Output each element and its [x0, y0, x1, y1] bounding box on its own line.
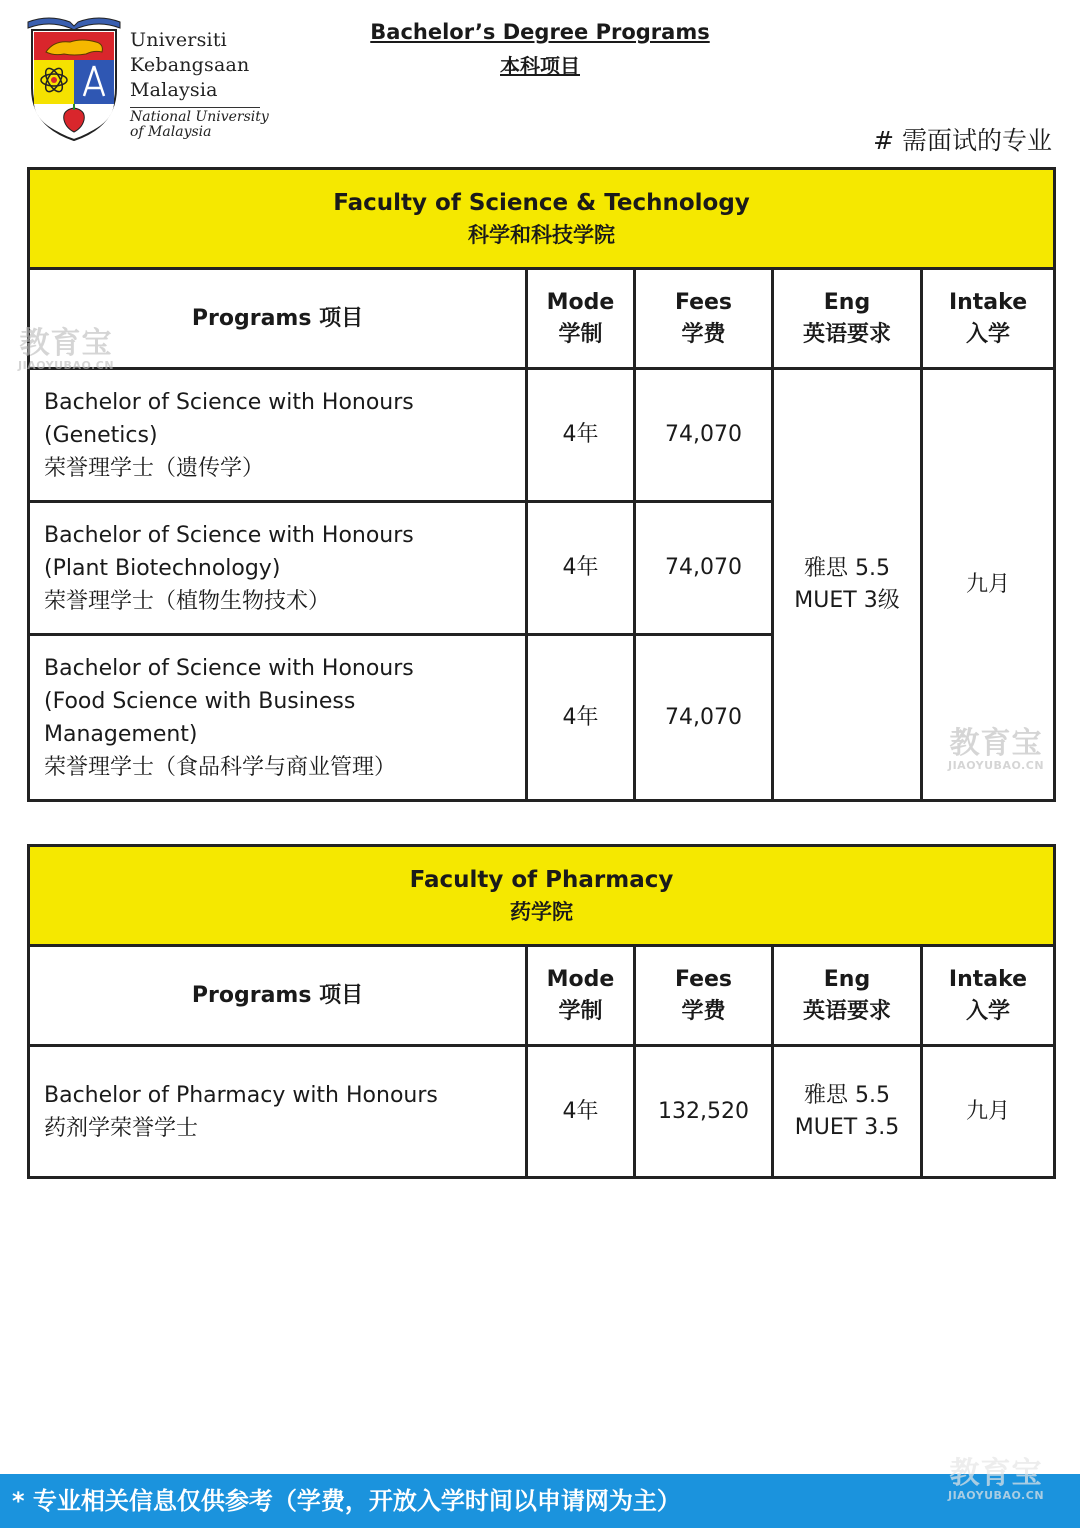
- university-subtitle: [130, 110, 269, 140]
- mode-cell: 4年: [527, 369, 635, 502]
- header-intake-zh: 入学: [966, 321, 1011, 347]
- mode-cell: 4年: [527, 1046, 635, 1178]
- header-intake: [922, 269, 1055, 369]
- logo-divider: [130, 107, 260, 108]
- faculty-name-en: Faculty of Science & Technology: [333, 189, 750, 216]
- watermark: [948, 1458, 1044, 1502]
- university-name-line-2: Kebangsaan: [130, 54, 250, 76]
- header-eng-zh: 英语要求: [802, 321, 891, 347]
- mode-cell: 4年: [527, 502, 635, 635]
- program-specialization: (Genetics): [44, 422, 158, 448]
- watermark: [948, 728, 1044, 772]
- program-name-en: Bachelor of Science with Honours: [44, 522, 414, 548]
- faculty-header: [29, 169, 1055, 269]
- eng-requirement-ielts: 雅思 5.5: [804, 555, 890, 581]
- header-fees-en: Fees: [674, 966, 733, 992]
- watermark-url: JIAOYUBAO.CN: [18, 359, 115, 372]
- university-subtitle-line-2: of Malaysia: [130, 124, 212, 140]
- header-intake-zh: 入学: [965, 998, 1010, 1024]
- header-eng-en: Eng: [823, 966, 871, 992]
- university-subtitle-line-1: National University: [130, 109, 269, 125]
- watermark-text: 教育宝: [949, 1456, 1043, 1491]
- header-mode-en: Mode: [546, 289, 615, 315]
- program-name-zh: 药剂学荣誉学士: [44, 1115, 199, 1141]
- watermark-text: 教育宝: [949, 726, 1043, 761]
- eng-requirement-ielts: 雅思 5.5: [804, 1082, 890, 1108]
- program-name-en: Bachelor of Pharmacy with Honours: [44, 1082, 438, 1108]
- program-specialization: (Plant Biotechnology): [44, 555, 281, 581]
- table-header-row: [29, 269, 1055, 369]
- header-fees: [635, 269, 773, 369]
- header-eng: [773, 269, 922, 369]
- science-technology-table: [27, 167, 1056, 802]
- program-cell: [29, 369, 527, 502]
- header-fees: [635, 946, 773, 1046]
- header-fees-zh: 学费: [681, 321, 726, 347]
- header-fees-en: Fees: [674, 289, 733, 315]
- header-intake-en: Intake: [948, 289, 1028, 315]
- header-programs: Programs 项目: [29, 946, 527, 1046]
- header-mode: [527, 269, 635, 369]
- eng-requirement-cell: [773, 369, 922, 801]
- fees-cell: 132,520: [635, 1046, 773, 1178]
- footer-disclaimer: * 专业相关信息仅供参考（学费，开放入学时间以申请网为主）: [0, 1474, 1080, 1528]
- eng-requirement-muet: MUET 3.5: [794, 1114, 900, 1140]
- faculty-name-en: Faculty of Pharmacy: [409, 866, 674, 893]
- program-name-en: Bachelor of Science with Honours: [44, 655, 414, 681]
- pharmacy-table: [27, 844, 1056, 1179]
- program-cell: [29, 502, 527, 635]
- table-row: [29, 369, 1055, 502]
- program-specialization-cont: Management): [44, 721, 198, 747]
- faculty-header: [29, 846, 1055, 946]
- header-eng-zh: 英语要求: [802, 998, 891, 1024]
- university-name-line-3: Malaysia: [130, 79, 218, 101]
- header-eng: [773, 946, 922, 1046]
- table-header-row: [29, 946, 1055, 1046]
- program-name-zh: 荣誉理学士（植物生物技术）: [44, 588, 331, 614]
- program-name-zh: 荣誉理学士（遗传学）: [44, 455, 265, 481]
- watermark-url: JIAOYUBAO.CN: [948, 759, 1045, 772]
- header-mode: [527, 946, 635, 1046]
- fees-cell: 74,070: [635, 502, 773, 635]
- mode-cell: 4年: [527, 635, 635, 801]
- watermark-url: JIAOYUBAO.CN: [948, 1489, 1045, 1502]
- header-mode-en: Mode: [546, 966, 615, 992]
- header-programs: Programs 项目: [29, 269, 527, 369]
- header-intake-en: Intake: [948, 966, 1028, 992]
- intake-cell: 九月: [922, 369, 1055, 801]
- header-mode-zh: 学制: [558, 321, 603, 347]
- faculty-name-zh: 科学和科技学院: [468, 222, 616, 247]
- eng-requirement-cell: [773, 1046, 922, 1178]
- header-intake: [922, 946, 1055, 1046]
- university-name-line-1: Universiti: [130, 29, 227, 51]
- header-eng-en: Eng: [823, 289, 871, 315]
- program-specialization: (Food Science with Business: [44, 688, 356, 714]
- program-cell: [29, 1046, 527, 1178]
- intake-cell: 九月: [922, 1046, 1055, 1178]
- table-row: [29, 1046, 1055, 1178]
- watermark-text: 教育宝: [19, 326, 113, 361]
- header-mode-zh: 学制: [558, 998, 603, 1024]
- interview-note: # 需面试的专业: [873, 126, 1052, 155]
- page-title-zh: 本科项目: [500, 54, 580, 78]
- header-fees-zh: 学费: [681, 998, 726, 1024]
- fees-cell: 74,070: [635, 635, 773, 801]
- watermark: [18, 328, 114, 372]
- faculty-name-zh: 药学院: [510, 899, 573, 924]
- fees-cell: 74,070: [635, 369, 773, 502]
- program-name-en: Bachelor of Science with Honours: [44, 389, 414, 415]
- program-name-zh: 荣誉理学士（食品科学与商业管理）: [44, 754, 397, 780]
- program-cell: [29, 635, 527, 801]
- eng-requirement-muet: MUET 3级: [794, 587, 900, 613]
- page-title-en: Bachelor’s Degree Programs: [370, 20, 710, 44]
